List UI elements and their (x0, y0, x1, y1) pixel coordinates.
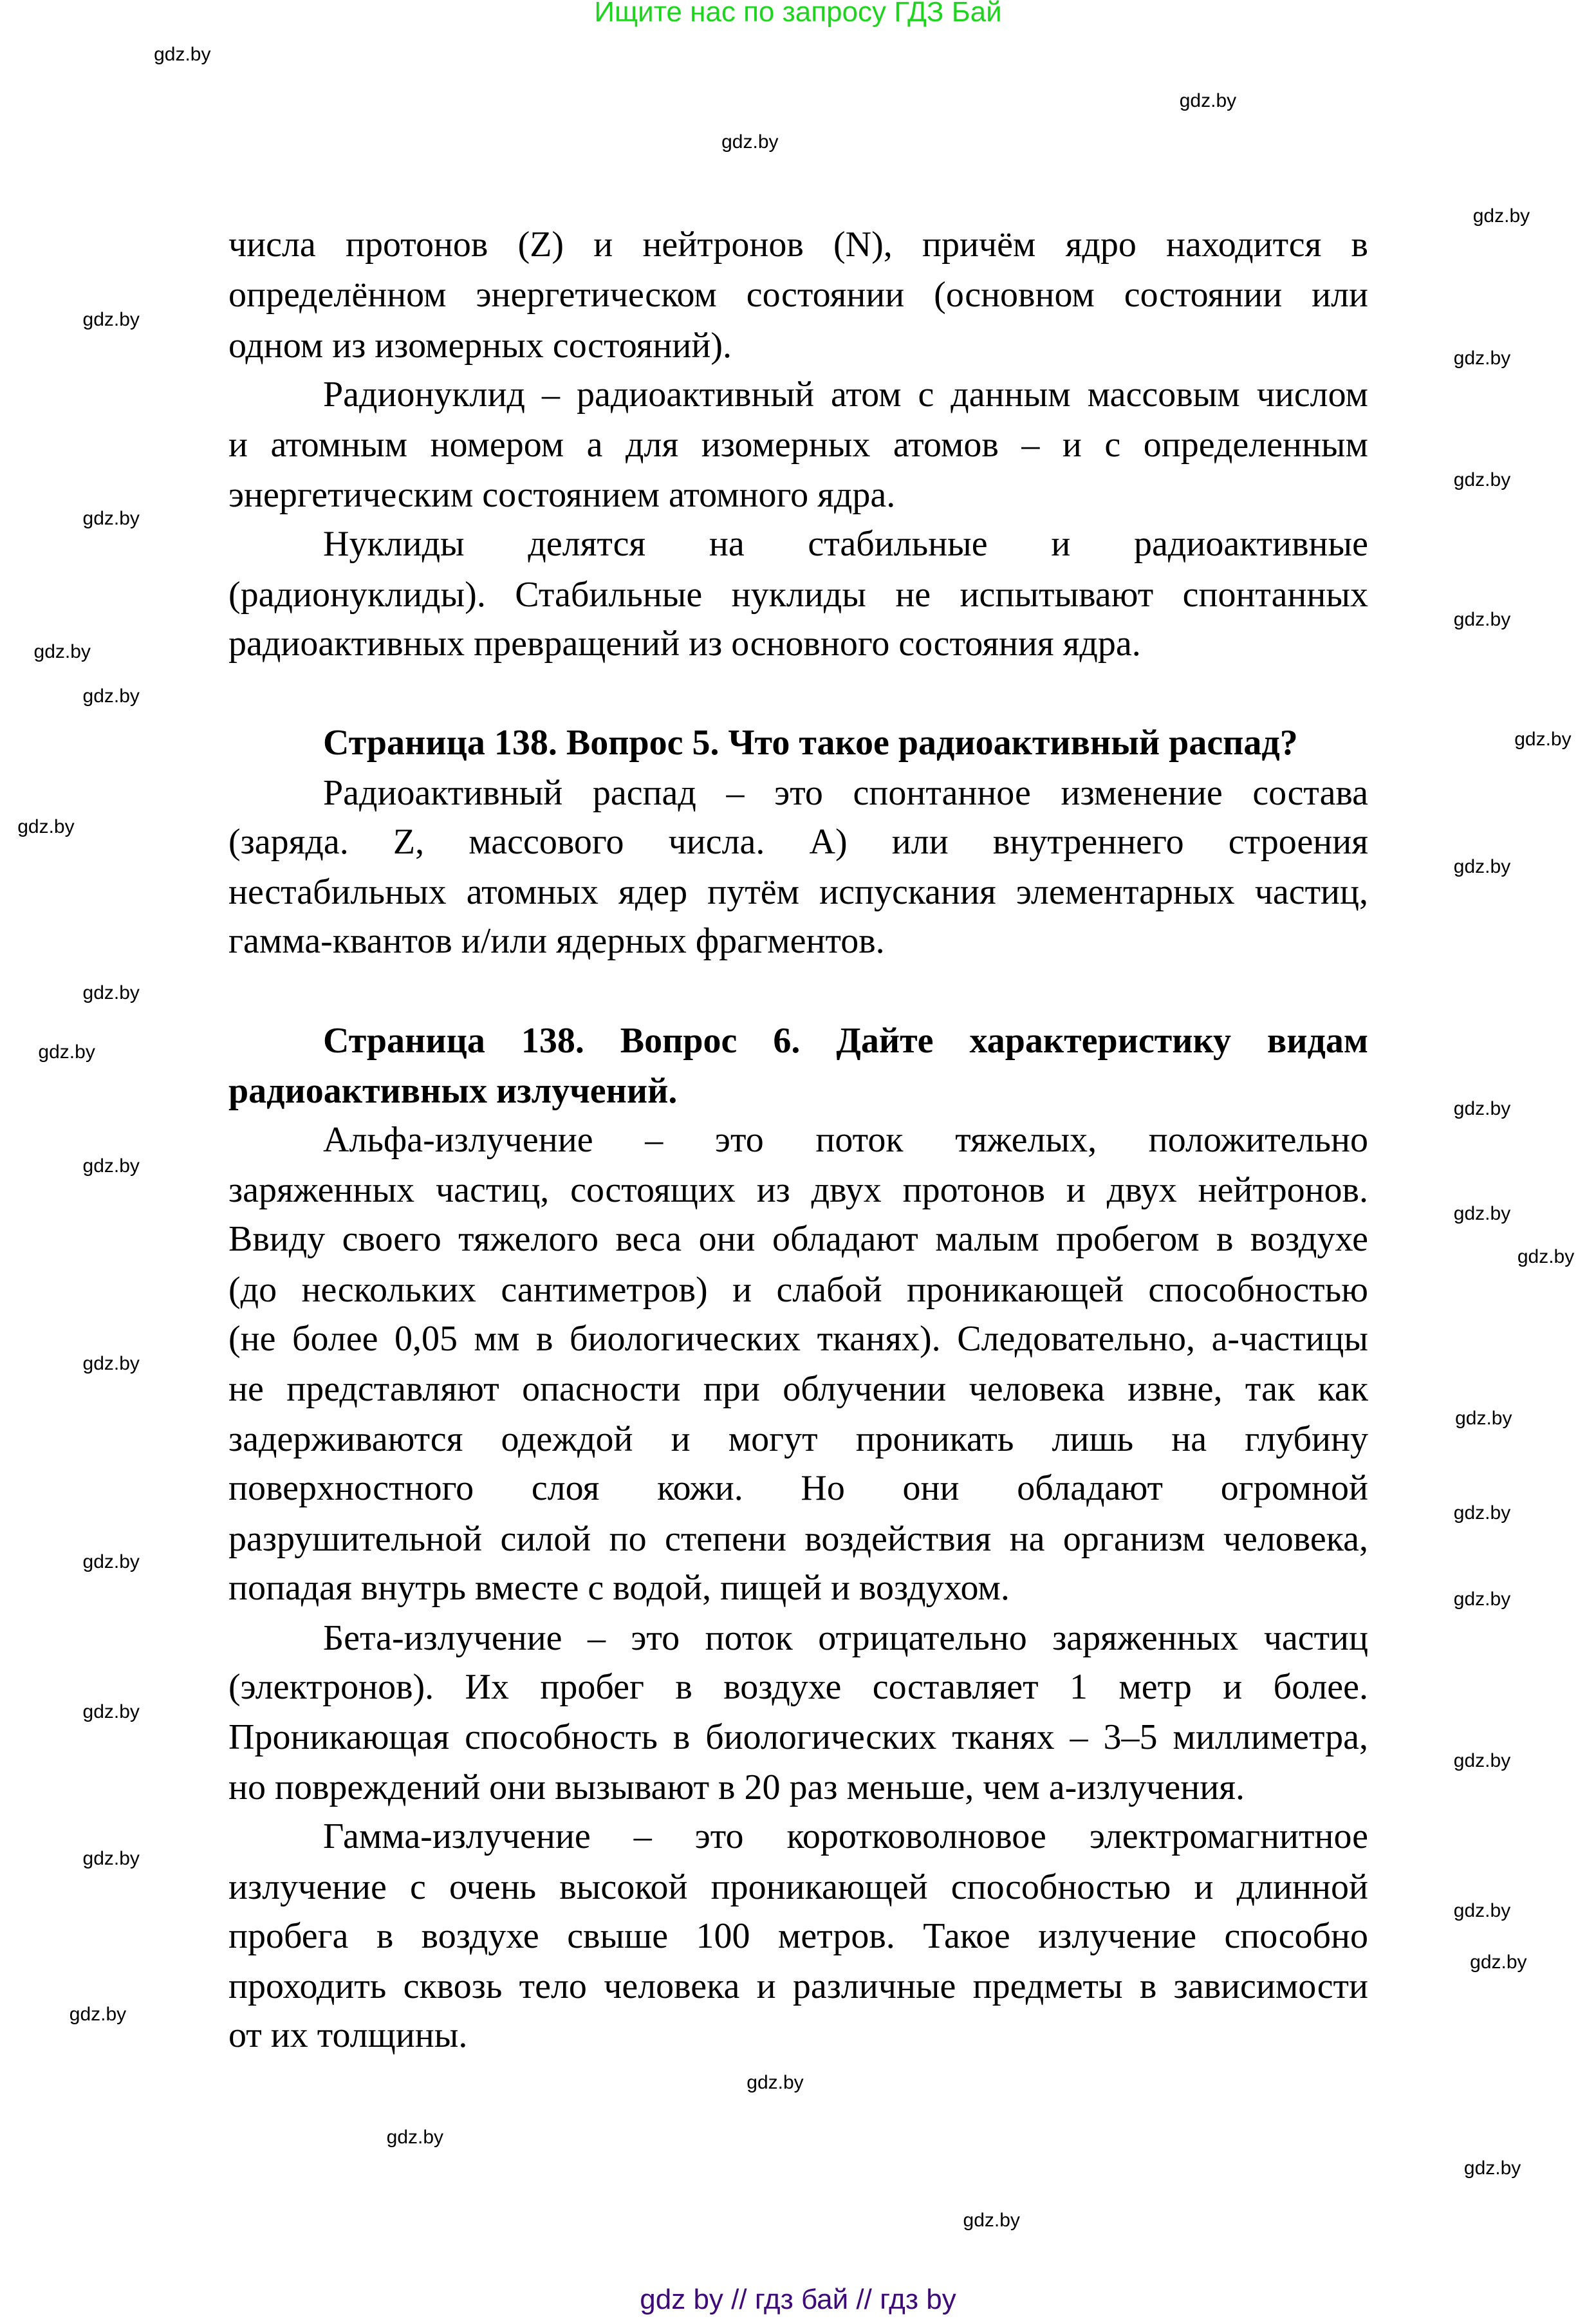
text-line: от их толщины. (228, 2015, 468, 2056)
watermark-text: gdz.by (82, 508, 140, 530)
watermark-text: gdz.by (1470, 1952, 1527, 1973)
watermark-text: gdz.by (963, 2209, 1020, 2231)
watermark-text: gdz.by (82, 309, 140, 331)
watermark-text: gdz.by (82, 982, 140, 1003)
text-line: радиоактивных превращений из основного состояния ядра. (228, 623, 1141, 664)
watermark-text: gdz.by (1453, 1588, 1511, 1610)
text-line: нестабильных атомных ядер путём испускания элементарных частиц, (228, 872, 1368, 913)
footer-links[interactable]: gdz by // гдз бай // гдз by (640, 2284, 956, 2315)
watermark-text: gdz.by (1453, 1899, 1511, 1921)
section-heading-line: Страница 138. Вопрос 6. Дайте характеристику видам (323, 1020, 1368, 1061)
watermark-text: gdz.by (747, 2071, 804, 2093)
text-line: числа протонов (Z) и нейтронов (N), причём ядро находится в (228, 224, 1368, 265)
watermark-text: gdz.by (17, 816, 75, 838)
watermark-text: gdz.by (82, 1847, 140, 1869)
watermark-text: gdz.by (82, 1551, 140, 1573)
watermark-text: gdz.by (1453, 856, 1511, 878)
text-line: поверхностного слоя кожи. Но они обладают огромной (228, 1468, 1368, 1509)
watermark-text: gdz.by (1514, 729, 1572, 750)
text-line: не представляют опасности при облучении человека извне, так как (228, 1368, 1368, 1409)
text-line: излучение с очень высокой проникающей способностью и длинной (228, 1867, 1368, 1907)
text-line: (электронов). Их пробег в воздухе составляет 1 метр и более. (228, 1666, 1368, 1707)
text-line: Альфа-излучение – это поток тяжелых, положительно (323, 1120, 1368, 1160)
watermark-text: gdz.by (1453, 1097, 1511, 1119)
text-line: энергетическим состоянием атомного ядра. (228, 475, 896, 516)
text-line: попадая внутрь вместе с водой, пищей и воздухом. (228, 1567, 1010, 1608)
text-line: и атомным номером а для изомерных атомов – и с определенным (228, 424, 1368, 465)
watermark-text: gdz.by (1453, 469, 1511, 491)
watermark-text: gdz.by (1463, 2158, 1521, 2179)
text-line: Бета-излучение – это поток отрицательно заряженных частиц (323, 1617, 1368, 1658)
text-line: Радиоактивный распад – это спонтанное изменение состава (323, 773, 1368, 814)
watermark-text: gdz.by (38, 1041, 95, 1063)
text-line: пробега в воздухе свыше 100 метров. Такое излучение способно (228, 1916, 1368, 1956)
text-line: Проникающая способность в биологических тканях – 3–5 миллиметра, (228, 1717, 1368, 1758)
watermark-text: gdz.by (1472, 205, 1530, 227)
watermark-text: gdz.by (82, 1701, 140, 1722)
text-line: Ввиду своего тяжелого веса они обладают малым пробегом в воздухе (228, 1219, 1368, 1260)
text-line: Нуклиды делятся на стабильные и радиоактивные (323, 524, 1368, 564)
text-line: задерживаются одеждой и могут проникать лишь на глубину (228, 1419, 1368, 1460)
section-heading-line: Страница 138. Вопрос 5. Что такое радиоактивный распад? (323, 722, 1298, 763)
watermark-text: gdz.by (1517, 1245, 1575, 1267)
section-heading-line: радиоактивных излучений. (228, 1071, 678, 1111)
watermark-text: gdz.by (1453, 348, 1511, 369)
text-line: но повреждений они вызывают в 20 раз меньше, чем а-излучения. (228, 1767, 1245, 1808)
watermark-text: gdz.by (1455, 1407, 1512, 1429)
watermark-text: gdz.by (154, 44, 211, 66)
text-line: (радионуклиды). Стабильные нуклиды не испытывают спонтанных (228, 574, 1368, 615)
text-line: определённом энергетическом состоянии (основном состоянии или (228, 275, 1368, 315)
watermark-text: gdz.by (1179, 89, 1237, 111)
watermark-text: gdz.by (82, 1352, 140, 1374)
watermark-text: gdz.by (1453, 1749, 1511, 1771)
search-banner[interactable]: Ищите нас по запросу ГДЗ Бай (594, 0, 1002, 28)
watermark-text: gdz.by (33, 641, 91, 663)
text-line: разрушительной силой по степени воздействия на организм человека, (228, 1518, 1368, 1559)
text-line: проходить сквозь тело человека и различные предметы в зависимости (228, 1966, 1368, 2007)
text-line: заряженных частиц, состоящих из двух протонов и двух нейтронов. (228, 1170, 1368, 1211)
text-line: (заряда. Z, массового числа. A) или внутреннего строения (228, 822, 1368, 862)
watermark-text: gdz.by (721, 131, 779, 153)
watermark-text: gdz.by (386, 2126, 444, 2148)
watermark-text: gdz.by (69, 2003, 127, 2025)
text-line: Радионуклид – радиоактивный атом с данным массовым числом (323, 374, 1368, 415)
watermark-text: gdz.by (82, 1155, 140, 1177)
watermark-text: gdz.by (1453, 1502, 1511, 1524)
watermark-text: gdz.by (1453, 608, 1511, 630)
text-line: (до нескольких сантиметров) и слабой проникающей способностью (228, 1269, 1368, 1310)
watermark-text: gdz.by (1453, 1203, 1511, 1225)
text-line: Гамма-излучение – это коротковолновое электромагнитное (323, 1816, 1368, 1857)
text-line: (не более 0,05 мм в биологических тканях). Следовательно, а-частицы (228, 1318, 1368, 1359)
watermark-text: gdz.by (82, 685, 140, 707)
text-line: гамма-квантов и/или ядерных фрагментов. (228, 921, 885, 962)
text-line: одном из изомерных состояний). (228, 325, 732, 366)
